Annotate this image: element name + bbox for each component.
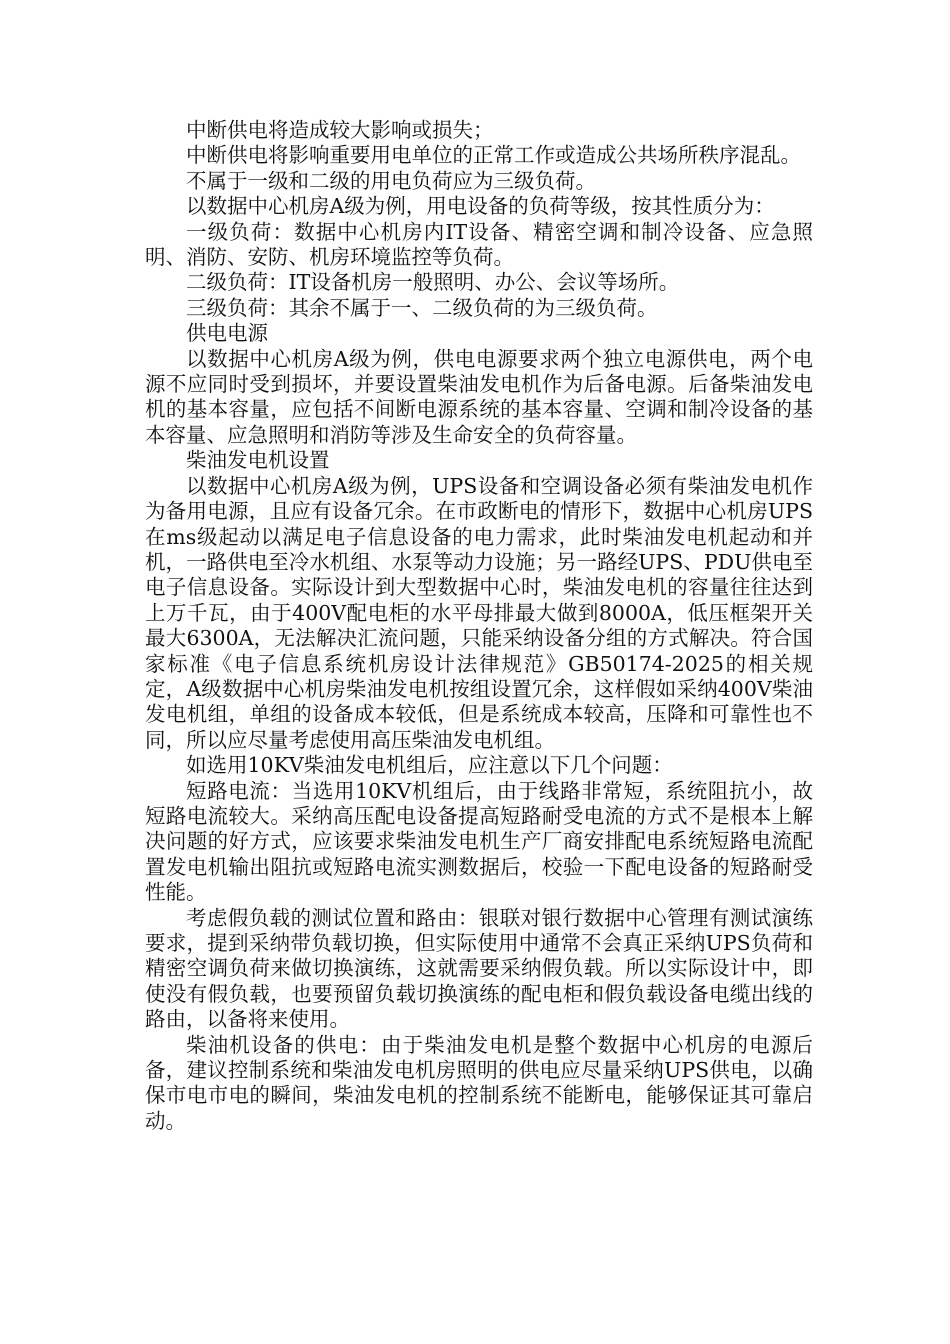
paragraph: 不属于一级和二级的用电负荷应为三级负荷。 xyxy=(186,168,596,193)
section-heading: 柴油发电机设置 xyxy=(186,448,330,473)
paragraph: 中断供电将造成较大影响或损失； xyxy=(186,118,494,142)
paragraph: 中断供电将影响重要用电单位的正常工作或造成公共场所秩序混乱。 xyxy=(186,143,801,168)
paragraph: 如选用10KV柴油发电机组后，应注意以下几个问题： xyxy=(186,753,673,778)
paragraph: 以数据中心机房A级为例，UPS设备和空调设备必须有柴油发电机作为备用电源，且应有设备冗余。在市政断电的情形下，数据中心机房UPS在ms级起动以满足电子信息设备的电力需求，此时柴油发电机起动和并机，一路供电至冷水机组、水泵等动力设施；另一路经UPS、PDU供电至电子信息设备。实际设计到大型数据中心时，柴油发电机的容量往往达到上万千瓦，由于400V配电柜的水平母排最大做到8000A，低压框架开关最大6300A，无法解决汇流问题，只能采纳设备分组的方式解决。符合国家标准《电子信息系统机房设计法律规范》GB50174-2025的相关规定，A级数据中心机房柴油发电机按组设置冗余，这样假如采纳400V柴油发电机组，单组的设备成本较低，但是系统成本较高，压降和可靠性也不同，所以应尽量考虑使用高压柴油发电机组。 xyxy=(145,473,813,752)
section-heading: 供电电源 xyxy=(186,321,268,346)
paragraph: 考虑假负载的测试位置和路由：银联对银行数据中心管理有测试演练要求，提到采纳带负载切换，但实际使用中通常不会真正采纳UPS负荷和精密空调负荷来做切换演练，这就需要采纳假负载。所以实际设计中，即使没有假负载，也要预留负载切换演练的配电柜和假负载设备电缆出线的路由，以备将来使用。 xyxy=(145,905,813,1032)
paragraph: 以数据中心机房A级为例，用电设备的负荷等级，按其性质分为： xyxy=(186,194,775,219)
paragraph: 柴油机设备的供电：由于柴油发电机是整个数据中心机房的电源后备，建议控制系统和柴油发电机房照明的供电应尽量采纳UPS供电，以确保市电市电的瞬间，柴油发电机的控制系统不能断电，能够保证其可靠启动。 xyxy=(145,1032,813,1133)
paragraph: 短路电流：当选用10KV机组后，由于线路非常短，系统阻抗小，故短路电流较大。采纳高压配电设备提高短路耐受电流的方式不是根本上解决问题的好方式，应该要求柴油发电机生产厂商安排配电系统短路电流配置发电机输出阻抗或短路电流实测数据后，校验一下配电设备的短路耐受性能。 xyxy=(145,778,813,905)
paragraph: 三级负荷：其余不属于一、二级负荷的为三级负荷。 xyxy=(186,295,658,320)
paragraph: 以数据中心机房A级为例，供电电源要求两个独立电源供电，两个电源不应同时受到损坏，并要设置柴油发电机作为后备电源。后备柴油发电机的基本容量，应包括不间断电源系统的基本容量、空调和制冷设备的基本容量、应急照明和消防等涉及生命安全的负荷容量。 xyxy=(145,346,813,447)
paragraph: 一级负荷：数据中心机房内IT设备、精密空调和制冷设备、应急照明、消防、安防、机房环境监控等负荷。 xyxy=(145,219,813,270)
paragraph: 二级负荷：IT设备机房一般照明、办公、会议等场所。 xyxy=(186,270,680,295)
document-page xyxy=(145,118,813,1134)
